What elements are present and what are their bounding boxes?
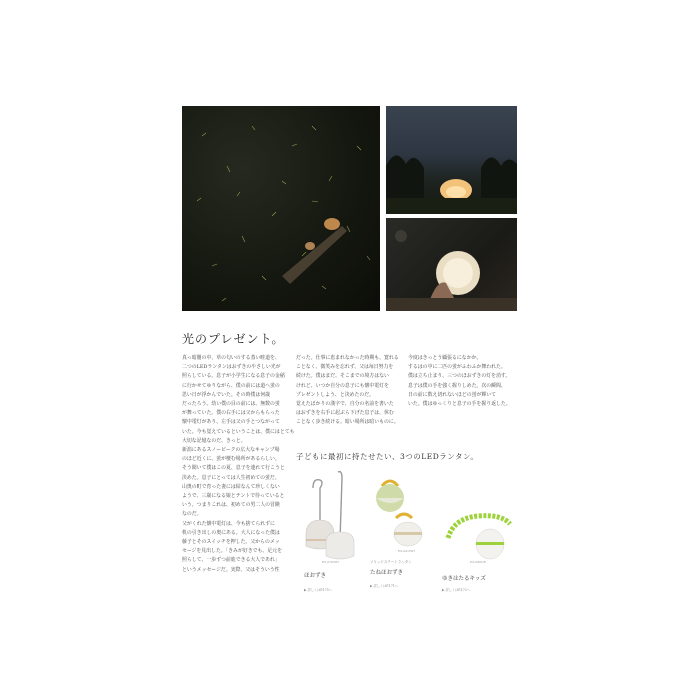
text-line: するはの中に二匹の蛍がふわふか舞われた。 bbox=[408, 364, 506, 371]
text-line: プレゼントしよう、と決めたのだ。 bbox=[296, 391, 375, 398]
tane-hozuki-subtitle: ソリッドステートランタン bbox=[370, 560, 412, 564]
text-line: ことなく、微笑みを忘れず、父は毎日努力を bbox=[296, 364, 394, 371]
product-tane-hozuki bbox=[368, 478, 433, 600]
photo-lantern-hand bbox=[386, 218, 517, 311]
text-line: いた。僕はゆっくりと息子の手を握り返した。 bbox=[408, 401, 511, 408]
text-line: 二つのLEDランタンはおずきのやさしい光が bbox=[182, 364, 281, 371]
text-line: 山奥の町で育った妻には結なんて珍しくない bbox=[182, 483, 280, 490]
fireflies-scene bbox=[182, 106, 380, 311]
text-line: 今度はきっとう顧張るになかか。 bbox=[408, 355, 482, 361]
text-line: そう聞いて僕はこの夏、息子を連れて行こうと bbox=[182, 465, 285, 472]
text-line: いう。つまりこれは、初めての男二人の冒険 bbox=[182, 502, 280, 509]
tent-scene bbox=[386, 106, 517, 214]
text-line: だった。仕事に恵まれなかった時期も、寛れる bbox=[296, 355, 399, 361]
text-line: 机の引き出しの奥にある。大人になった僕は bbox=[182, 529, 280, 536]
text-line: 藤子とそのスイッチを押した。父からのメッ bbox=[182, 539, 280, 546]
text-line: けれど、いつか自分の息子にも懐中電灯を bbox=[296, 382, 389, 389]
yukihotaru-kids-page-link[interactable]: ▶ 詳しくはP.172へ bbox=[442, 588, 470, 592]
text-line: ようで、三歳になる娘とテントで待っていると bbox=[182, 493, 285, 500]
lantern-hand-scene bbox=[386, 218, 517, 311]
text-line: ことなく歩き続ける。暗い場所は暗いものに。 bbox=[296, 419, 399, 426]
photo-fireflies bbox=[182, 106, 380, 311]
hozuki-code: ES-070WH bbox=[322, 560, 339, 564]
text-line: 父がくれた懐中電灯は、今も捨てられずに bbox=[182, 520, 275, 527]
tane-hozuki-lantern-image bbox=[368, 478, 433, 568]
text-line: 新潟にあるスノーピークの広大なキャンプ場 bbox=[182, 447, 280, 454]
product-hozuki bbox=[296, 470, 366, 600]
text-line: 続けた。僕はまだ、そこまでの境方はない bbox=[296, 373, 389, 380]
body-column-2 bbox=[296, 354, 401, 428]
yukihotaru-kids-code: ES-080GR bbox=[470, 560, 486, 564]
section-heading: 光のプレゼント。 bbox=[182, 332, 285, 346]
tane-hozuki-code: ES-041WH bbox=[398, 549, 415, 553]
text-line: はおずきを右手に起ぶら下げた息子は、休む bbox=[296, 410, 394, 417]
tane-hozuki-page-link[interactable]: ▶ 詳しくはP.171へ bbox=[370, 584, 398, 588]
text-line: 照らしている。息子が小学生になる息子の金稲 bbox=[182, 373, 285, 380]
text-line: なのだ。 bbox=[182, 511, 202, 518]
text-line: 思い日が浮かんでいた。その時僕は何歳 bbox=[182, 391, 271, 398]
text-line: 僕は立ち止まり、三つのほおずきの灯を消す。 bbox=[408, 373, 511, 380]
yukihotaru-kids-name: ゆきはたるキッズ bbox=[442, 576, 486, 582]
text-line: 息子は僕の手を強く握りしめた。次の瞬間、 bbox=[408, 382, 506, 389]
text-line: 真っ暗闇の中、草の匂いのする蒸い畦道を、 bbox=[182, 355, 280, 361]
text-line: が舞っていた。僕の右手には父からもらった bbox=[182, 410, 280, 417]
text-line: いた。今も覚えているということは、僕にはとても bbox=[182, 428, 295, 435]
text-line: に行かせてゆりながら、僕の前には道へ蛍の bbox=[182, 382, 280, 389]
lantern-subhead: 子どもに最初に持たせたい、3つのLEDランタン。 bbox=[296, 452, 479, 461]
product-yukihotaru-kids bbox=[440, 510, 520, 600]
text-line: セージを見出した。「きみが好きでも、足元を bbox=[182, 548, 282, 555]
text-line: 懐中電灯があり、左手は父の手とつながって bbox=[182, 419, 280, 426]
hozuki-lantern-image bbox=[296, 470, 366, 570]
text-line: 覚えたばかりの漢字で、自分の名前を書いた bbox=[296, 401, 394, 408]
text-line: 照らして、一歩ずつ前進できる大人であれ」 bbox=[182, 557, 280, 564]
photo-tent-night bbox=[386, 106, 517, 214]
text-line: 決めた。息子にとっては人生初めての蛍だ。 bbox=[182, 474, 280, 481]
text-line: 大切な記憶なのだ、きっと。 bbox=[182, 437, 246, 444]
text-line: というメッセージだ。実際、父はそういう性 bbox=[182, 566, 280, 573]
tane-hozuki-name: たねほおずき bbox=[370, 570, 404, 576]
text-line: だったろう。幼い僕の目の前には、無数の蛍 bbox=[182, 401, 280, 408]
body-column-1 bbox=[182, 354, 294, 575]
hozuki-page-link[interactable]: ▶ 詳しくはP.175へ bbox=[304, 588, 332, 592]
text-line: 日の前に数え切れないほどの蛍が輝いて bbox=[408, 391, 497, 398]
text-line: のほど近くに、蛍が棲む場所があるらしい。 bbox=[182, 456, 280, 463]
hozuki-name: ほおずき bbox=[304, 573, 327, 579]
body-column-3 bbox=[408, 354, 518, 409]
